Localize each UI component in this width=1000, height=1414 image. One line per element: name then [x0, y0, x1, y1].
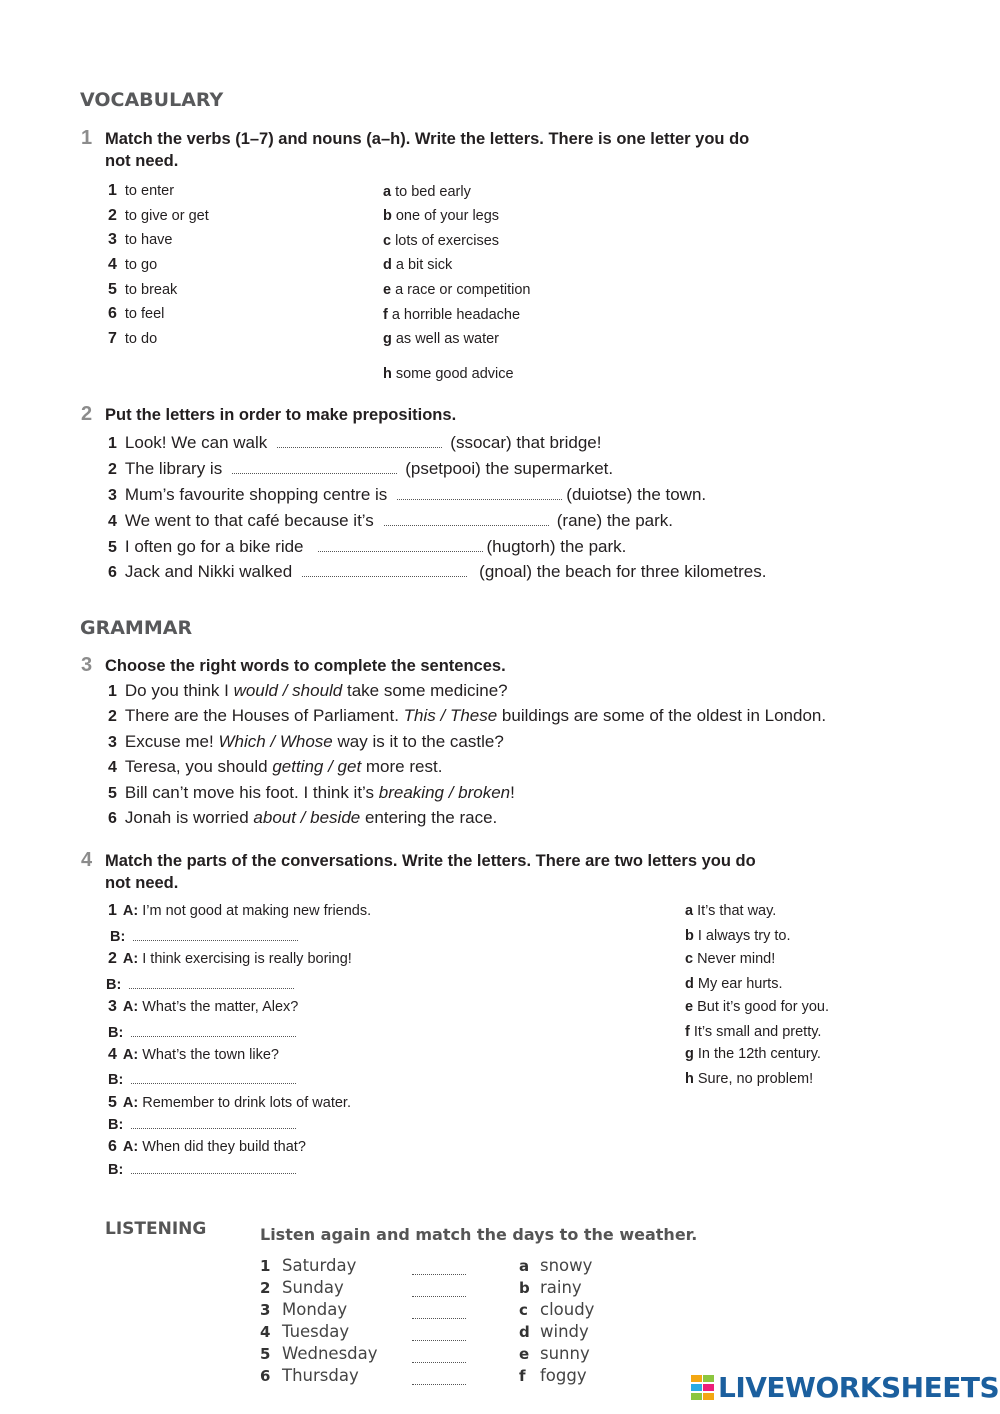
verb-item: [108, 256, 157, 274]
conversation-line-b: [108, 1071, 296, 1088]
weather-item: [519, 1366, 587, 1385]
day-text: Wednesday: [282, 1344, 378, 1363]
item-letter: a: [685, 903, 694, 919]
item-number: 3: [108, 734, 117, 751]
noun-item: [383, 208, 499, 224]
response-text: I always try to.: [697, 928, 791, 944]
noun-item: [383, 184, 471, 200]
response-item: [685, 903, 776, 919]
noun-text: lots of exercises: [395, 233, 500, 249]
response-text: It’s small and pretty.: [693, 1024, 822, 1040]
grammar-heading: GRAMMAR: [80, 617, 193, 639]
item-number: 2: [108, 461, 117, 478]
item-letter: e: [383, 282, 392, 298]
sentence-start: The library is: [124, 459, 223, 478]
noun-text: as well as water: [395, 331, 500, 347]
day-text: Monday: [282, 1300, 348, 1319]
answer-blank[interactable]: [412, 1262, 466, 1275]
answer-blank[interactable]: [412, 1328, 466, 1341]
noun-item: [383, 282, 530, 298]
answer-blank[interactable]: [412, 1284, 466, 1297]
speaker-a-text: Remember to drink lots of water.: [138, 1095, 351, 1111]
item-number: 5: [108, 281, 117, 298]
speaker-a-text: What’s the town like?: [138, 1047, 279, 1063]
item-number: 5: [108, 539, 117, 556]
liveworksheets-logo-icon: [690, 1373, 716, 1403]
sentence-end: buildings are some of the oldest in London.: [497, 706, 827, 725]
day-item: [260, 1322, 349, 1341]
sentence-end: entering the race.: [360, 808, 498, 827]
noun-text: one of your legs: [395, 208, 500, 224]
answer-blank[interactable]: [318, 539, 483, 552]
speaker-a-label: A:: [122, 999, 139, 1015]
speaker-a-text: When did they build that?: [138, 1139, 306, 1155]
listening-instruction: Listen again and match the days to the weather.: [260, 1225, 698, 1244]
weather-text: rainy: [540, 1278, 582, 1297]
verb-item: [108, 305, 164, 323]
exercise-4-number: 4: [81, 849, 93, 871]
item-letter: d: [685, 976, 694, 992]
item-number: 1: [260, 1257, 271, 1275]
weather-item: [519, 1256, 592, 1275]
item-number: 4: [108, 513, 117, 530]
speaker-a-label: A:: [122, 951, 139, 967]
exercise-2-number: 2: [81, 403, 93, 425]
item-number: 2: [108, 207, 117, 224]
item-letter: d: [519, 1323, 530, 1341]
answer-blank[interactable]: [131, 1024, 296, 1037]
exercise-4-instruction: Match the parts of the conversations. Write the letters. There are two letters you do not need.: [105, 852, 756, 892]
answer-blank[interactable]: [131, 1071, 296, 1084]
response-item: [685, 1046, 821, 1062]
day-item: [260, 1256, 356, 1275]
response-text: In the 12th century.: [697, 1046, 821, 1062]
item-letter: e: [685, 999, 694, 1015]
sentence-end: (hugtorh) the park.: [486, 537, 627, 556]
conversation-line-a: [108, 1046, 279, 1064]
conversation-line-b: [106, 976, 294, 993]
sentence-start: Mum’s favourite shopping centre is: [124, 485, 388, 504]
item-number: 3: [260, 1301, 271, 1319]
preposition-item: [108, 537, 626, 557]
noun-item: [383, 366, 514, 382]
speaker-a-text: I’m not good at making new friends.: [138, 903, 372, 919]
response-item: [685, 999, 829, 1015]
speaker-b-label: B:: [108, 1072, 124, 1088]
noun-text: to bed early: [395, 184, 471, 200]
sentence-end: way is it to the castle?: [332, 732, 504, 751]
item-letter: b: [519, 1279, 530, 1297]
day-text: Thursday: [282, 1366, 359, 1385]
choice-item: [108, 783, 515, 803]
item-number: 5: [260, 1345, 271, 1363]
response-text: My ear hurts.: [697, 976, 783, 992]
sentence-start: Look! We can walk: [124, 433, 268, 452]
day-item: [260, 1366, 359, 1385]
item-number: 5: [108, 1094, 117, 1111]
item-number: 5: [108, 785, 117, 802]
response-text: It’s that way.: [697, 903, 777, 919]
day-text: Sunday: [282, 1278, 344, 1297]
word-choice[interactable]: This / These: [403, 706, 498, 725]
sentence-start: Teresa, you should: [124, 757, 273, 776]
weather-text: foggy: [540, 1366, 587, 1385]
verb-text: to enter: [124, 183, 175, 199]
speaker-b-label: B:: [108, 1162, 124, 1178]
noun-item: [383, 307, 520, 323]
sentence-start: Jonah is worried: [124, 808, 254, 827]
item-number: 7: [108, 330, 117, 347]
response-item: [685, 976, 782, 992]
preposition-item: [108, 511, 673, 531]
item-number: 6: [108, 305, 117, 322]
word-choice[interactable]: breaking / broken: [378, 783, 511, 802]
item-number: 4: [108, 256, 117, 273]
speaker-a-text: What’s the matter, Alex?: [138, 999, 299, 1015]
choice-item: [108, 757, 442, 777]
sentence-end: take some medicine?: [342, 681, 508, 700]
item-letter: a: [519, 1257, 530, 1275]
choice-item: [108, 808, 497, 828]
item-letter: h: [685, 1071, 694, 1087]
conversation-line-a: [108, 1094, 351, 1112]
speaker-b-label: B:: [108, 1025, 124, 1041]
sentence-end: (ssocar) that bridge!: [450, 433, 602, 452]
sentence-end: (psetpooi) the supermarket.: [405, 459, 614, 478]
choice-item: [108, 706, 826, 726]
noun-item: [383, 257, 452, 273]
answer-blank[interactable]: [412, 1306, 466, 1319]
item-letter: d: [383, 257, 392, 273]
answer-blank[interactable]: [277, 435, 442, 448]
conversation-line-a: [108, 998, 298, 1016]
day-item: [260, 1278, 344, 1297]
choice-item: [108, 732, 504, 752]
exercise-1-instruction: Match the verbs (1–7) and nouns (a–h). Write the letters. There is one letter you do not need.: [105, 130, 750, 170]
item-number: 1: [108, 182, 117, 199]
conversation-line-a: [108, 902, 371, 920]
item-letter: f: [519, 1367, 526, 1385]
liveworksheets-logo[interactable]: [690, 1371, 999, 1404]
preposition-item: [108, 459, 613, 479]
speaker-a-label: A:: [122, 1139, 139, 1155]
item-number: 2: [260, 1279, 271, 1297]
answer-blank[interactable]: [412, 1372, 466, 1385]
answer-blank[interactable]: [302, 564, 467, 577]
speaker-a-label: A:: [122, 1095, 139, 1111]
answer-blank[interactable]: [131, 1161, 296, 1174]
word-choice[interactable]: getting / get: [272, 757, 362, 776]
item-letter: c: [685, 951, 694, 967]
item-letter: g: [383, 331, 392, 347]
verb-text: to do: [124, 331, 158, 347]
noun-text: a race or competition: [395, 282, 531, 298]
speaker-a-label: A:: [122, 1047, 139, 1063]
exercise-2-instruction: Put the letters in order to make prepositions.: [105, 406, 457, 424]
sentence-start: Bill can’t move his foot. I think it’s: [124, 783, 379, 802]
day-text: Saturday: [282, 1256, 357, 1275]
sentence-end: more rest.: [361, 757, 443, 776]
conversation-line-b: [108, 1024, 296, 1041]
weather-item: [519, 1278, 582, 1297]
weather-text: cloudy: [540, 1300, 595, 1319]
noun-item: [383, 233, 499, 249]
speaker-a-label: A:: [122, 903, 139, 919]
choice-item: [108, 681, 508, 701]
verb-text: to feel: [124, 306, 165, 322]
preposition-item: [108, 433, 601, 453]
item-letter: c: [519, 1301, 528, 1319]
preposition-item: [108, 485, 706, 505]
sentence-end: (gnoal) the beach for three kilometres.: [479, 562, 767, 581]
sentence-start: Do you think I: [124, 681, 234, 700]
item-letter: a: [383, 184, 392, 200]
item-letter: f: [383, 307, 388, 323]
weather-item: [519, 1322, 589, 1341]
noun-text: some good advice: [395, 366, 514, 382]
exercise-3-instruction: Choose the right words to complete the sentences.: [105, 657, 506, 675]
answer-blank[interactable]: [412, 1350, 466, 1363]
response-text: But it’s good for you.: [697, 999, 830, 1015]
item-letter: h: [383, 366, 392, 382]
listening-heading: LISTENING: [105, 1219, 207, 1239]
verb-item: [108, 182, 174, 200]
item-number: 1: [108, 902, 117, 919]
exercise-1-number: 1: [81, 127, 93, 149]
item-letter: g: [685, 1046, 694, 1062]
noun-text: a horrible headache: [391, 307, 521, 323]
item-number: 1: [108, 435, 117, 452]
item-number: 6: [260, 1367, 271, 1385]
item-letter: e: [519, 1345, 530, 1363]
day-item: [260, 1300, 347, 1319]
sentence-start: We went to that café because it’s: [124, 511, 374, 530]
item-number: 6: [108, 810, 117, 827]
sentence-start: There are the Houses of Parliament.: [124, 706, 404, 725]
conversation-line-b: [110, 928, 298, 945]
conversation-line-b: [108, 1116, 296, 1133]
item-number: 1: [108, 683, 117, 700]
sentence-start: Jack and Nikki walked: [124, 562, 293, 581]
answer-blank[interactable]: [133, 928, 298, 941]
noun-text: a bit sick: [395, 257, 453, 273]
item-number: 4: [260, 1323, 271, 1341]
response-item: [685, 1071, 813, 1087]
exercise-3-number: 3: [81, 654, 93, 676]
speaker-b-label: B:: [108, 1117, 124, 1133]
sentence-start: Excuse me!: [124, 732, 219, 751]
speaker-a-text: I think exercising is really boring!: [138, 951, 352, 967]
item-number: 6: [108, 1138, 117, 1155]
answer-blank[interactable]: [131, 1116, 296, 1129]
conversation-line-a: [108, 1138, 306, 1156]
weather-item: [519, 1300, 594, 1319]
preposition-item: [108, 562, 766, 582]
sentence-end: (duiotse) the town.: [566, 485, 707, 504]
speaker-b-label: B:: [106, 977, 122, 993]
sentence-end: (rane) the park.: [556, 511, 673, 530]
verb-text: to break: [124, 282, 178, 298]
word-choice[interactable]: Which / Whose: [218, 732, 333, 751]
noun-item: [383, 331, 499, 347]
conversation-line-a: [108, 950, 352, 968]
item-number: 2: [108, 708, 117, 725]
item-number: 4: [108, 759, 117, 776]
item-number: 2: [108, 950, 117, 967]
item-number: 4: [108, 1046, 117, 1063]
item-letter: f: [685, 1024, 690, 1040]
sentence-start: I often go for a bike ride: [124, 537, 304, 556]
answer-blank[interactable]: [384, 513, 549, 526]
response-item: [685, 951, 775, 967]
speaker-b-label: B:: [110, 929, 126, 945]
vocabulary-heading: VOCABULARY: [80, 89, 224, 111]
verb-item: [108, 207, 209, 225]
word-choice[interactable]: about / beside: [253, 808, 361, 827]
answer-blank[interactable]: [129, 976, 294, 989]
weather-text: sunny: [540, 1344, 590, 1363]
weather-text: windy: [540, 1322, 589, 1341]
item-number: 3: [108, 487, 117, 504]
response-text: Never mind!: [697, 951, 776, 967]
verb-text: to give or get: [124, 208, 209, 224]
item-letter: b: [383, 208, 392, 224]
word-choice[interactable]: would / should: [233, 681, 343, 700]
weather-text: snowy: [540, 1256, 593, 1275]
sentence-end: !: [510, 783, 515, 802]
verb-text: to go: [124, 257, 158, 273]
item-letter: b: [685, 928, 694, 944]
item-letter: c: [383, 233, 392, 249]
verb-item: [108, 330, 157, 348]
liveworksheets-logo-text: LIVEWORKSHEETS: [718, 1371, 1000, 1404]
verb-text: to have: [124, 232, 173, 248]
item-number: 3: [108, 998, 117, 1015]
day-text: Tuesday: [282, 1322, 350, 1341]
answer-blank[interactable]: [232, 461, 397, 474]
weather-item: [519, 1344, 590, 1363]
item-number: 3: [108, 231, 117, 248]
verb-item: [108, 231, 172, 249]
conversation-line-b: [108, 1161, 296, 1178]
item-number: 6: [108, 564, 117, 581]
answer-blank[interactable]: [397, 487, 562, 500]
response-item: [685, 1024, 821, 1040]
verb-item: [108, 281, 177, 299]
response-text: Sure, no problem!: [697, 1071, 814, 1087]
response-item: [685, 928, 791, 944]
day-item: [260, 1344, 378, 1363]
